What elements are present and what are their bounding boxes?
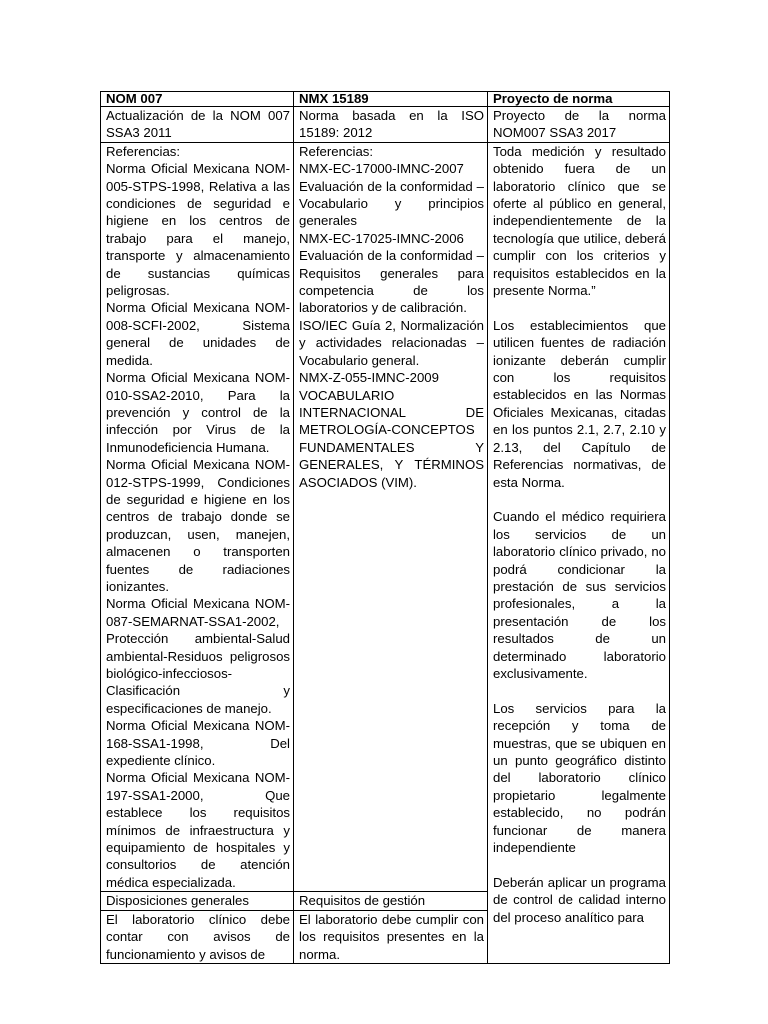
reference-item: Norma Oficial Mexicana NOM-008-SCFI-2002, Sistema general de unidades de medida. — [106, 300, 290, 368]
paragraph: Cuando el médico requiriera los servicios de un laboratorio clínico privado, no podrá condicionar la prestación de sus servicios profesionales, a la presentación de los resultados de un determinado laboratorio exclusivamente. — [493, 509, 666, 681]
reference-item: ISO/IEC Guía 2, Normalización y actividades relacionadas – Vocabulario general. — [299, 317, 484, 368]
references-cell-nom — [101, 142, 294, 891]
reference-item: VOCABULARIO INTERNACIONAL DE METROLOGÍA-CONCEPTOS FUNDAMENTALES Y GENERALES, Y TÉRMINOS ASOCIADOS (VIM). — [299, 387, 484, 490]
references-title: Referencias: — [299, 143, 374, 159]
reference-item: Norma Oficial Mexicana NOM-010-SSA2-2010, Para la prevención y control de la infección por Virus de la Inmunodeficiencia Humana. — [106, 370, 290, 455]
references-cell-nmx — [294, 142, 488, 891]
paragraph: Deberán aplicar un programa de control de calidad interno del proceso analítico para — [493, 874, 666, 925]
reference-item: Evaluación de la conformidad – Requisitos generales para competencia de los laboratorios y de calibración. — [299, 248, 484, 316]
paragraph: Toda medición y resultado obtenido fuera de un laboratorio clínico que se oferte al público en general, independientemente de la tecnología que utilice, deberá cumplir con los criterios y requisitos establecidos en la presente Norma.” — [493, 143, 666, 299]
header-nom-007: NOM 007 — [101, 92, 294, 107]
section-heading-cell: Requisitos de gestión — [294, 892, 488, 910]
header-proyecto-de-norma: Proyecto de norma — [488, 92, 670, 107]
cell-text: El laboratorio debe cumplir con los requisitos presentes en la norma. — [299, 911, 484, 962]
references-title: Referencias: — [106, 143, 181, 159]
reference-item: NMX-EC-17000-IMNC-2007 — [299, 161, 464, 177]
reference-item: NMX-Z-055-IMNC-2009 — [299, 370, 439, 386]
table-cell — [294, 910, 488, 963]
paragraph: Los establecimientos que utilicen fuentes de radiación ionizante deberán cumplir con los requisitos establecidos en las Normas Oficiales Mexicanas, citadas en los puntos 2.1, 2.7, 2.10 y 2.13, del Capítulo de Referencias normativas, de esta Norma. — [493, 317, 666, 490]
section-heading-cell: Disposiciones generales — [101, 892, 294, 910]
reference-item: Evaluación de la conformidad – Vocabulario y principios generales — [299, 178, 484, 229]
reference-item: NMX-EC-17025-IMNC-2006 — [299, 230, 464, 246]
reference-item: Norma Oficial Mexicana NOM-087-SEMARNAT-SSA1-2002, Protección ambiental-Salud ambiental-Residuos peligrosos biológico-infecciosos-Clasificación y especificaciones de manejo. — [106, 596, 290, 716]
reference-item: Norma Oficial Mexicana NOM-005-STPS-1998, Relativa a las condiciones de seguridad e higiene en los centros de trabajo para el manejo, transporte y almacenamiento de sustancias químicas peligrosas. — [106, 161, 290, 299]
paragraph: Los servicios para la recepción y toma de muestras, que se ubiquen en un punto geográfico distinto del laboratorio clínico propietario legalmente establecido, no podrán funcionar de manera independiente — [493, 700, 666, 856]
reference-item: Norma Oficial Mexicana NOM-197-SSA1-2000, Que establece los requisitos mínimos de infraestructura y equipamiento de hospitales y consultorios de atención médica especializada. — [106, 770, 290, 890]
table-cell: Norma basada en la ISO 15189: 2012 — [294, 107, 488, 143]
comparison-table — [100, 91, 670, 964]
table-cell: Proyecto de la norma NOM007 SSA3 2017 — [488, 107, 670, 143]
header-nmx-15189: NMX 15189 — [294, 92, 488, 107]
document-page — [100, 91, 669, 964]
table-row — [101, 107, 670, 143]
reference-item: Norma Oficial Mexicana NOM-168-SSA1-1998, Del expediente clínico. — [106, 718, 290, 769]
table-cell: Actualización de la NOM 007 SSA3 2011 — [101, 107, 294, 143]
cell-text: El laboratorio clínico debe contar con avisos de funcionamiento y avisos de — [106, 911, 290, 962]
header-row — [101, 92, 670, 107]
reference-item: Norma Oficial Mexicana NOM-012-STPS-1999, Condiciones de seguridad e higiene en los centros de trabajo donde se produzcan, usen, manejen, almacenen o transporten fuentes de radiaciones ionizantes. — [106, 457, 290, 594]
table-cell — [101, 910, 294, 963]
table-row — [101, 142, 670, 891]
proyecto-cell — [488, 142, 670, 963]
